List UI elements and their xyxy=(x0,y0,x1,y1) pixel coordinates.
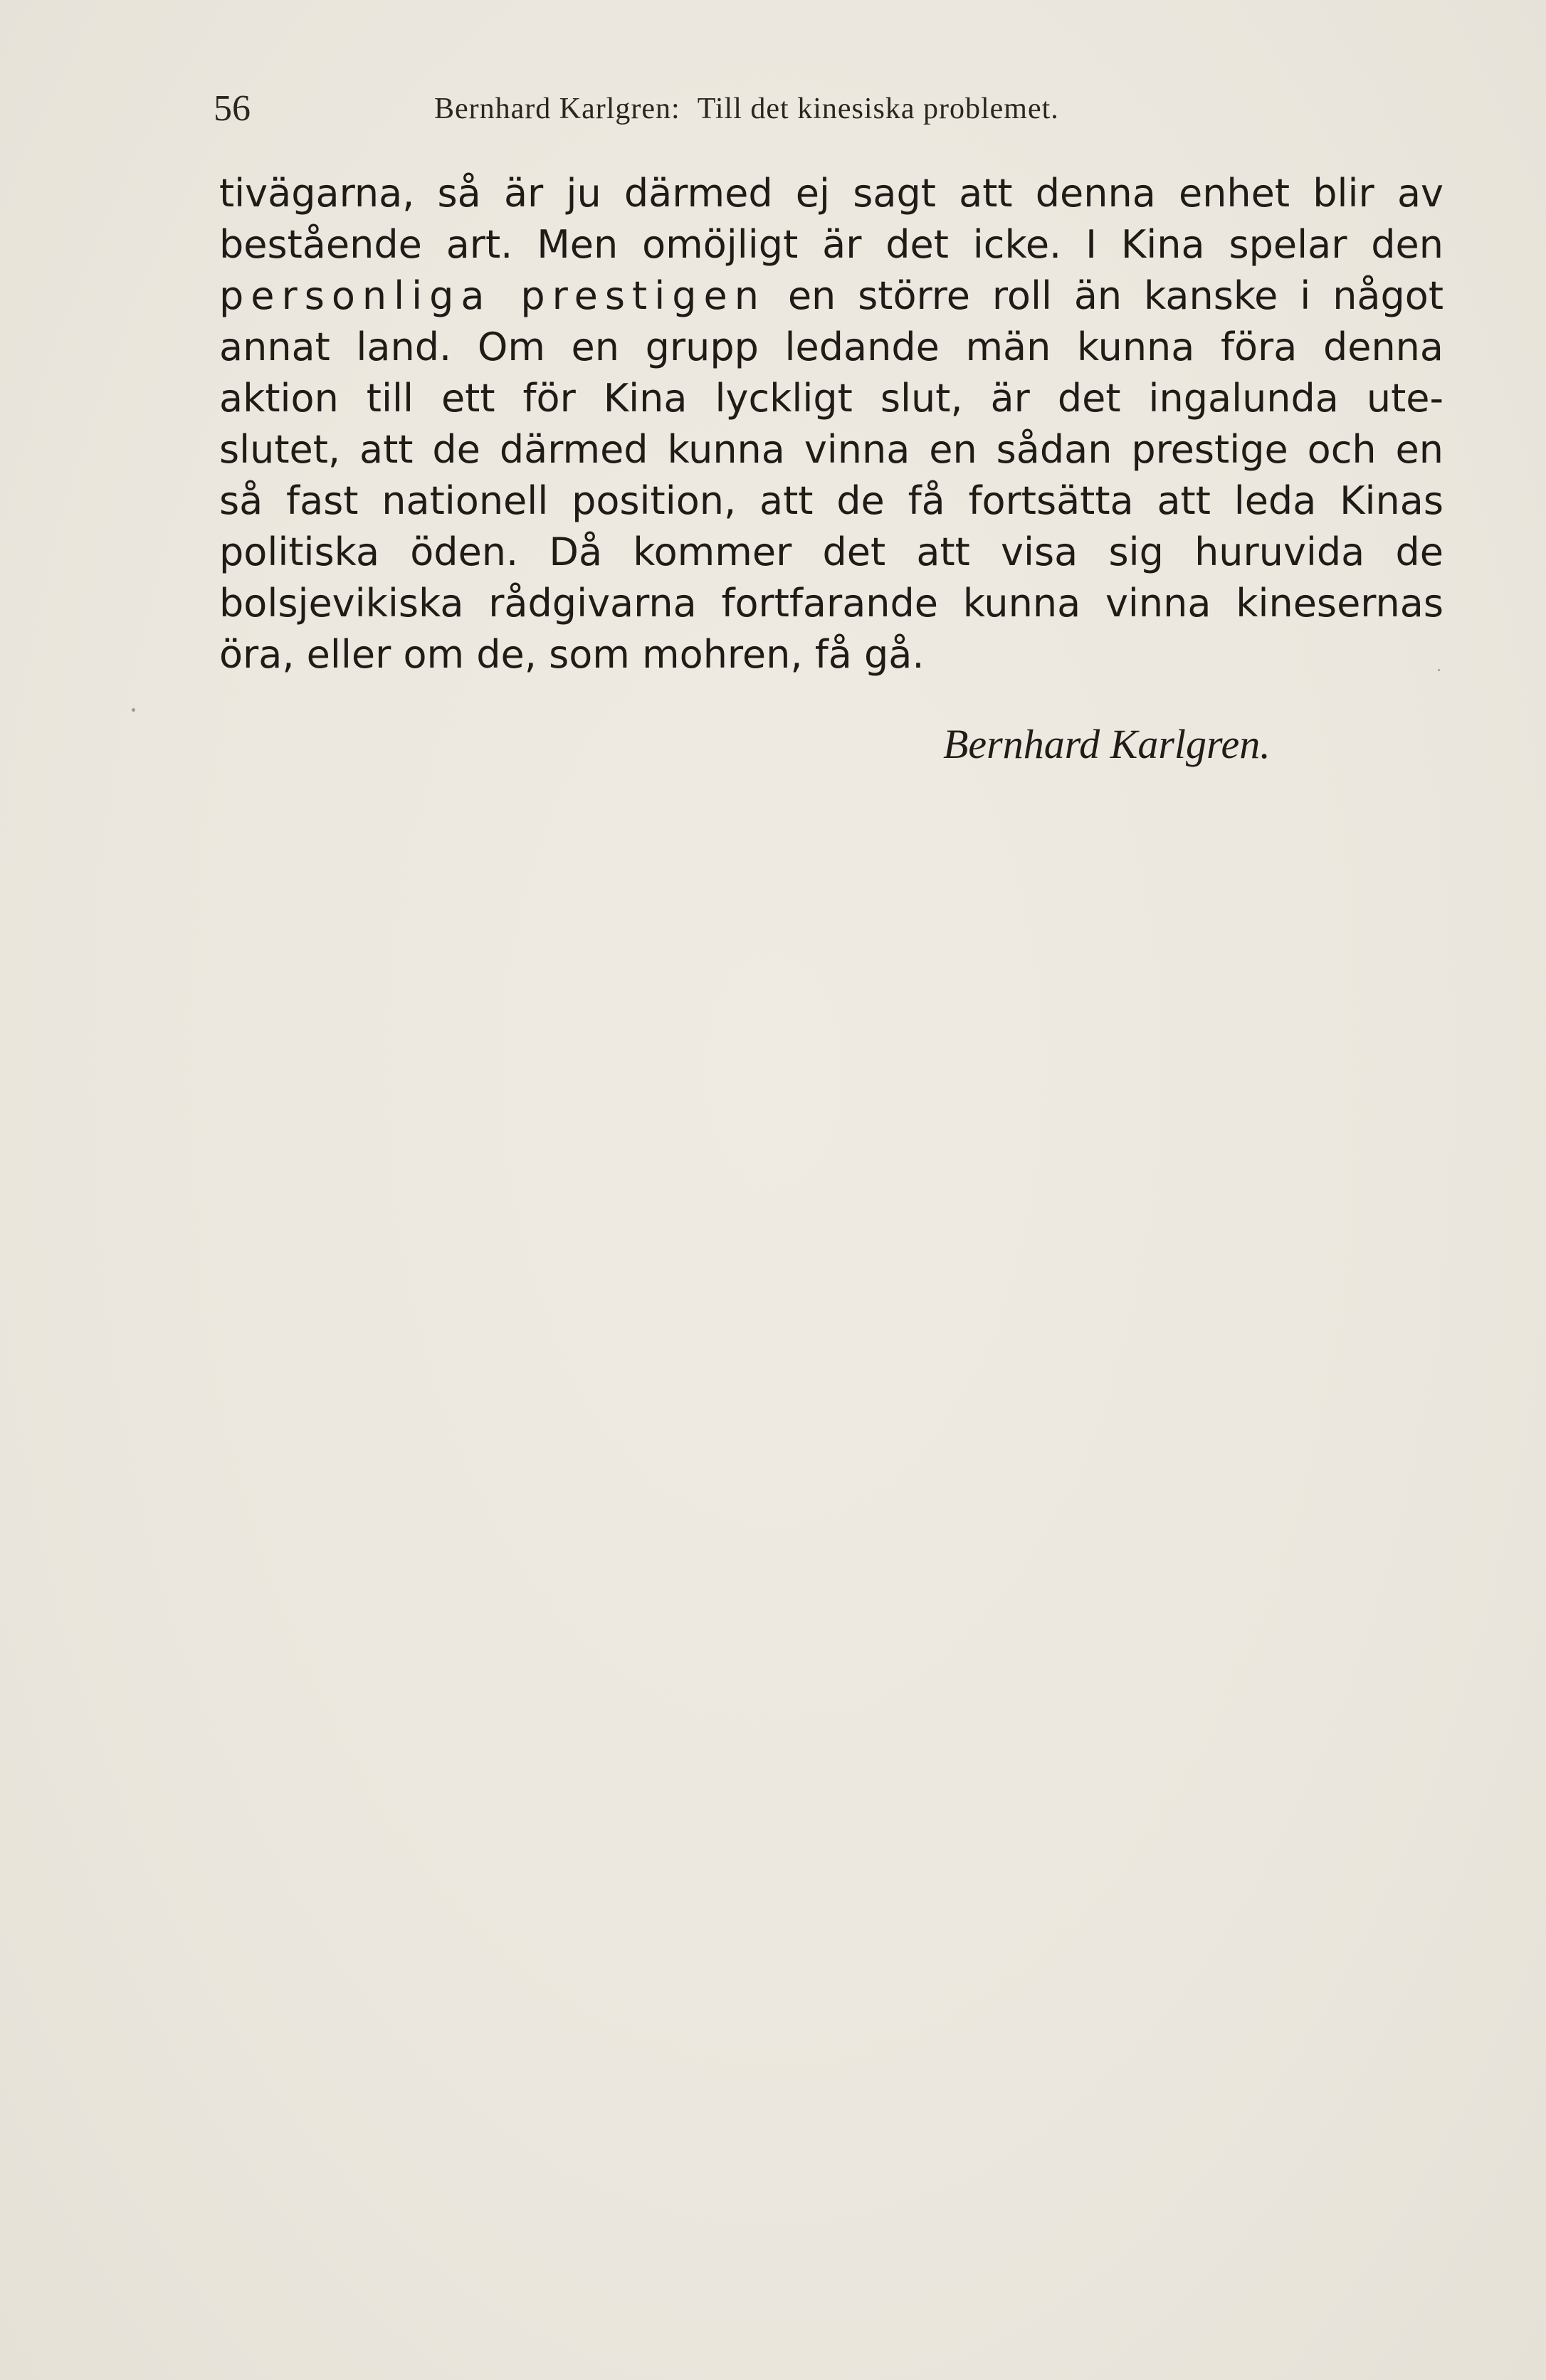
text-line: politiska öden. Då kommer det att visa sig huruvida de xyxy=(219,530,1444,574)
text-line: tivägarna, så är ju därmed ej sagt att denna enhet blir av xyxy=(219,171,1444,216)
signature: Bernhard Karlgren. xyxy=(943,721,1271,767)
text-line xyxy=(219,270,1444,322)
paper-speck xyxy=(1438,669,1440,671)
running-title xyxy=(434,84,1059,134)
text-line: bolsjevikiska rådgivarna fortfarande kunna vinna kinesernas xyxy=(219,581,1444,626)
text-line: bestående art. Men omöjligt är det icke. I Kina spelar den xyxy=(219,222,1444,267)
running-author: Bernhard Karlgren: xyxy=(434,93,680,125)
body-text xyxy=(219,168,1444,680)
text-line-rest: en större roll än kanske i något xyxy=(765,273,1444,318)
text-line: öra, eller om de, som mohren, få gå. xyxy=(219,632,925,677)
text-line: så fast nationell position, att de få fortsätta att leda Kinas xyxy=(219,478,1444,523)
running-title-text: Till det kinesiska problemet. xyxy=(697,93,1059,125)
spaced-emphasis: personliga prestigen xyxy=(219,273,766,318)
text-line: aktion till ett för Kina lyckligt slut, är det ingalunda ute- xyxy=(219,376,1444,421)
text-line: slutet, att de därmed kunna vinna en sådan prestige och en xyxy=(219,427,1444,472)
text-line: annat land. Om en grupp ledande män kunna föra denna xyxy=(219,325,1444,369)
paper-speck xyxy=(132,708,135,712)
running-head xyxy=(214,84,1210,134)
page-number: 56 xyxy=(214,88,251,129)
